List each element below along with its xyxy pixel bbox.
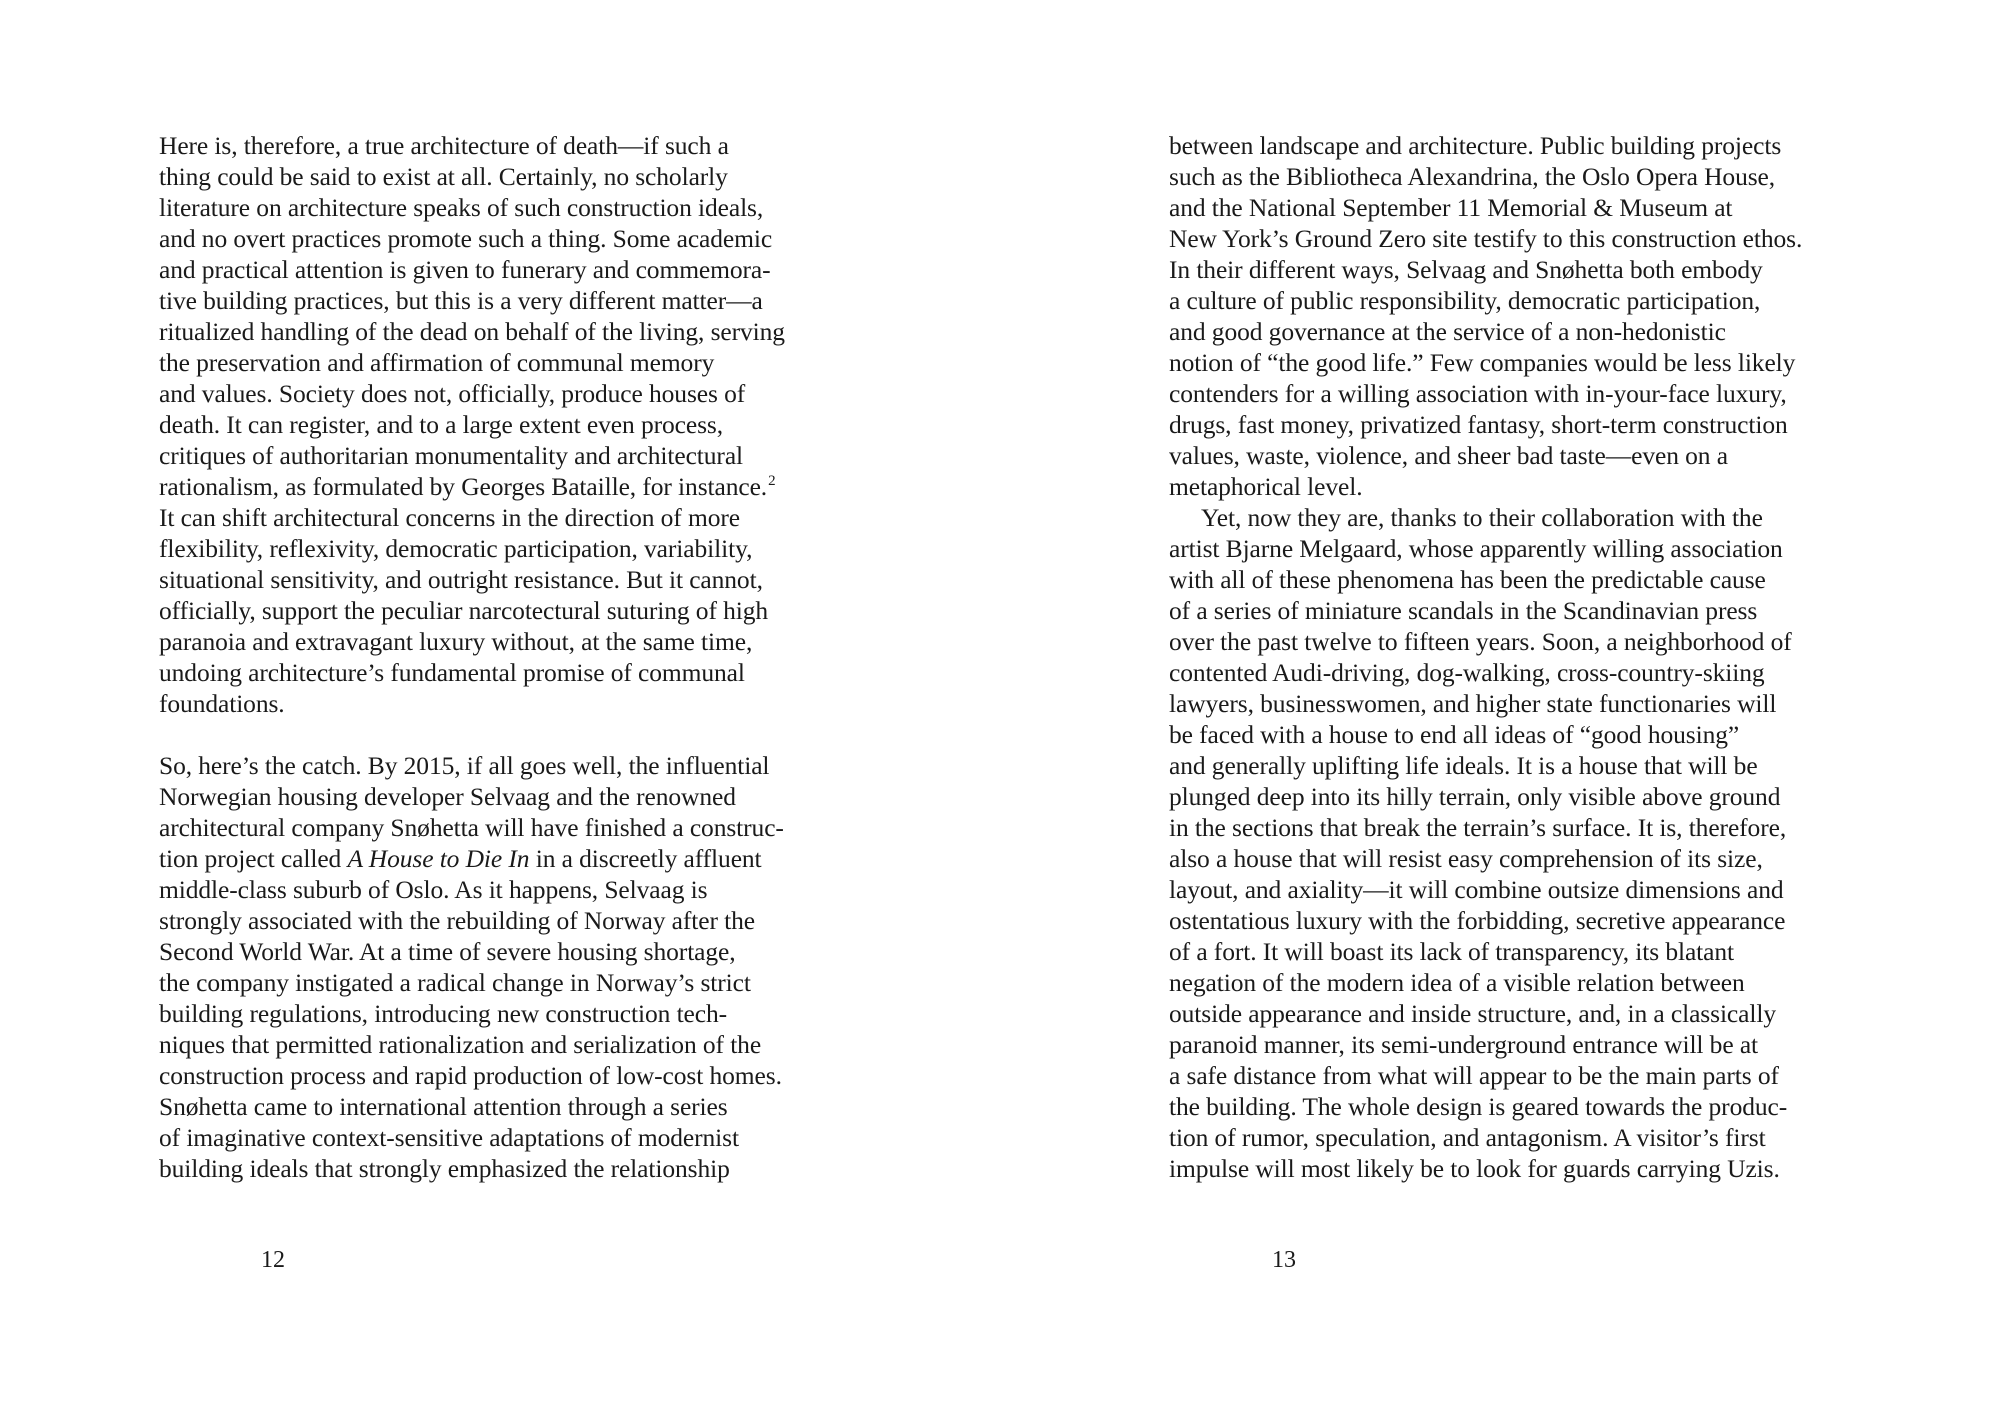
paragraph-1 xyxy=(159,130,859,719)
text-line: plunged deep into its hilly terrain, only visible above ground xyxy=(1169,782,1781,811)
text-line: officially, support the peculiar narcotectural suturing of high xyxy=(159,596,769,625)
text-line: Snøhetta came to international attention through a series xyxy=(159,1092,728,1121)
text-line: Second World War. At a time of severe housing shortage, xyxy=(159,937,736,966)
text-line: the company instigated a radical change in Norway’s strict xyxy=(159,968,751,997)
text-line: tion of rumor, speculation, and antagonism. A visitor’s first xyxy=(1169,1123,1766,1152)
text-line: building regulations, introducing new construction tech- xyxy=(159,999,728,1028)
text-line: of a fort. It will boast its lack of transparency, its blatant xyxy=(1169,937,1735,966)
text-line: such as the Bibliotheca Alexandrina, the Oslo Opera House, xyxy=(1169,162,1776,191)
text-line: metaphorical level. xyxy=(1169,472,1363,501)
text-line: contenders for a willing association with in-your-face luxury, xyxy=(1169,379,1787,408)
footnote-marker[interactable]: 2 xyxy=(768,473,776,489)
paragraph-2 xyxy=(159,750,859,1184)
paragraph-break xyxy=(159,719,859,750)
text-line: in a discreetly affluent xyxy=(529,844,762,873)
text-line: architectural company Snøhetta will have finished a construc- xyxy=(159,813,784,842)
text-line: and values. Society does not, officially, produce houses of xyxy=(159,379,746,408)
text-line: Norwegian housing developer Selvaag and the renowned xyxy=(159,782,736,811)
text-line: and good governance at the service of a non-hedonistic xyxy=(1169,317,1726,346)
page-number-right: 13 xyxy=(1272,1247,1296,1273)
text-line: It can shift architectural concerns in the direction of more xyxy=(159,503,740,532)
text-line-with-title xyxy=(159,843,859,874)
left-text-column xyxy=(159,130,859,1184)
text-line: So, here’s the catch. By 2015, if all goes well, the influential xyxy=(159,751,770,780)
text-line: also a house that will resist easy comprehension of its size, xyxy=(1169,844,1763,873)
text-line: negation of the modern idea of a visible relation between xyxy=(1169,968,1745,997)
text-line: and no overt practices promote such a thing. Some academic xyxy=(159,224,773,253)
text-line: construction process and rapid production of low-cost homes. xyxy=(159,1061,782,1090)
text-line: notion of “the good life.” Few companies would be less likely xyxy=(1169,348,1796,377)
text-line: of imaginative context-sensitive adaptations of modernist xyxy=(159,1123,739,1152)
page-number-left: 12 xyxy=(261,1247,285,1273)
text-line: paranoid manner, its semi-underground entrance will be at xyxy=(1169,1030,1759,1059)
text-line: building ideals that strongly emphasized the relationship xyxy=(159,1154,730,1183)
text-line: a culture of public responsibility, democratic participation, xyxy=(1169,286,1761,315)
text-line: impulse will most likely be to look for guards carrying Uzis. xyxy=(1169,1154,1780,1183)
text-line: niques that permitted rationalization and serialization of the xyxy=(159,1030,762,1059)
text-line: thing could be said to exist at all. Certainly, no scholarly xyxy=(159,162,728,191)
text-line: undoing architecture’s fundamental promise of communal xyxy=(159,658,745,687)
paragraph-3 xyxy=(1169,130,1869,502)
text-line: Here is, therefore, a true architecture of death—if such a xyxy=(159,131,729,160)
text-line: tive building practices, but this is a very different matter—a xyxy=(159,286,763,315)
project-title: A House to Die In xyxy=(347,844,530,873)
text-line: foundations. xyxy=(159,689,285,718)
text-line: and practical attention is given to funerary and commemora- xyxy=(159,255,771,284)
paragraph-4 xyxy=(1169,502,1869,1184)
text-line: outside appearance and inside structure, and, in a classically xyxy=(1169,999,1776,1028)
text-line: and generally uplifting life ideals. It is a house that will be xyxy=(1169,751,1758,780)
text-line: situational sensitivity, and outright resistance. But it cannot, xyxy=(159,565,763,594)
text-line: tion project called xyxy=(159,844,348,873)
text-line: a safe distance from what will appear to be the main parts of xyxy=(1169,1061,1779,1090)
text-line: between landscape and architecture. Public building projects xyxy=(1169,131,1782,160)
text-line: strongly associated with the rebuilding of Norway after the xyxy=(159,906,756,935)
text-line: In their different ways, Selvaag and Snøhetta both embody xyxy=(1169,255,1763,284)
text-line: ritualized handling of the dead on behalf of the living, serving xyxy=(159,317,785,346)
text-line: literature on architecture speaks of such construction ideals, xyxy=(159,193,764,222)
text-line: death. It can register, and to a large extent even process, xyxy=(159,410,723,439)
text-line: the preservation and affirmation of communal memory xyxy=(159,348,715,377)
right-page xyxy=(1000,0,2000,1414)
text-line: and the National September 11 Memorial & Museum at xyxy=(1169,193,1733,222)
text-line: paranoia and extravagant luxury without, at the same time, xyxy=(159,627,753,656)
text-line: ostentatious luxury with the forbidding, secretive appearance xyxy=(1169,906,1786,935)
text-line-indented: Yet, now they are, thanks to their collaboration with the xyxy=(1201,503,1763,532)
text-line: layout, and axiality—it will combine outsize dimensions and xyxy=(1169,875,1784,904)
text-line: contented Audi-driving, dog-walking, cross-country-skiing xyxy=(1169,658,1765,687)
right-text-column xyxy=(1169,130,1869,1184)
text-line: the building. The whole design is geared towards the produc- xyxy=(1169,1092,1788,1121)
text-line: values, waste, violence, and sheer bad taste—even on a xyxy=(1169,441,1728,470)
text-line: in the sections that break the terrain’s surface. It is, therefore, xyxy=(1169,813,1787,842)
text-line: flexibility, reflexivity, democratic participation, variability, xyxy=(159,534,753,563)
text-line: middle-class suburb of Oslo. As it happens, Selvaag is xyxy=(159,875,708,904)
text-line-with-footnote xyxy=(159,471,859,502)
text-line: rationalism, as formulated by Georges Bataille, for instance. xyxy=(159,472,768,501)
text-line: critiques of authoritarian monumentality and architectural xyxy=(159,441,744,470)
text-line: drugs, fast money, privatized fantasy, short-term construction xyxy=(1169,410,1788,439)
text-line: artist Bjarne Melgaard, whose apparently willing association xyxy=(1169,534,1783,563)
text-line: with all of these phenomena has been the predictable cause xyxy=(1169,565,1766,594)
text-line: of a series of miniature scandals in the Scandinavian press xyxy=(1169,596,1758,625)
text-line: lawyers, businesswomen, and higher state functionaries will xyxy=(1169,689,1777,718)
text-line: New York’s Ground Zero site testify to this construction ethos. xyxy=(1169,224,1803,253)
text-line: over the past twelve to fifteen years. Soon, a neighborhood of xyxy=(1169,627,1792,656)
text-line: be faced with a house to end all ideas of “good housing” xyxy=(1169,720,1740,749)
